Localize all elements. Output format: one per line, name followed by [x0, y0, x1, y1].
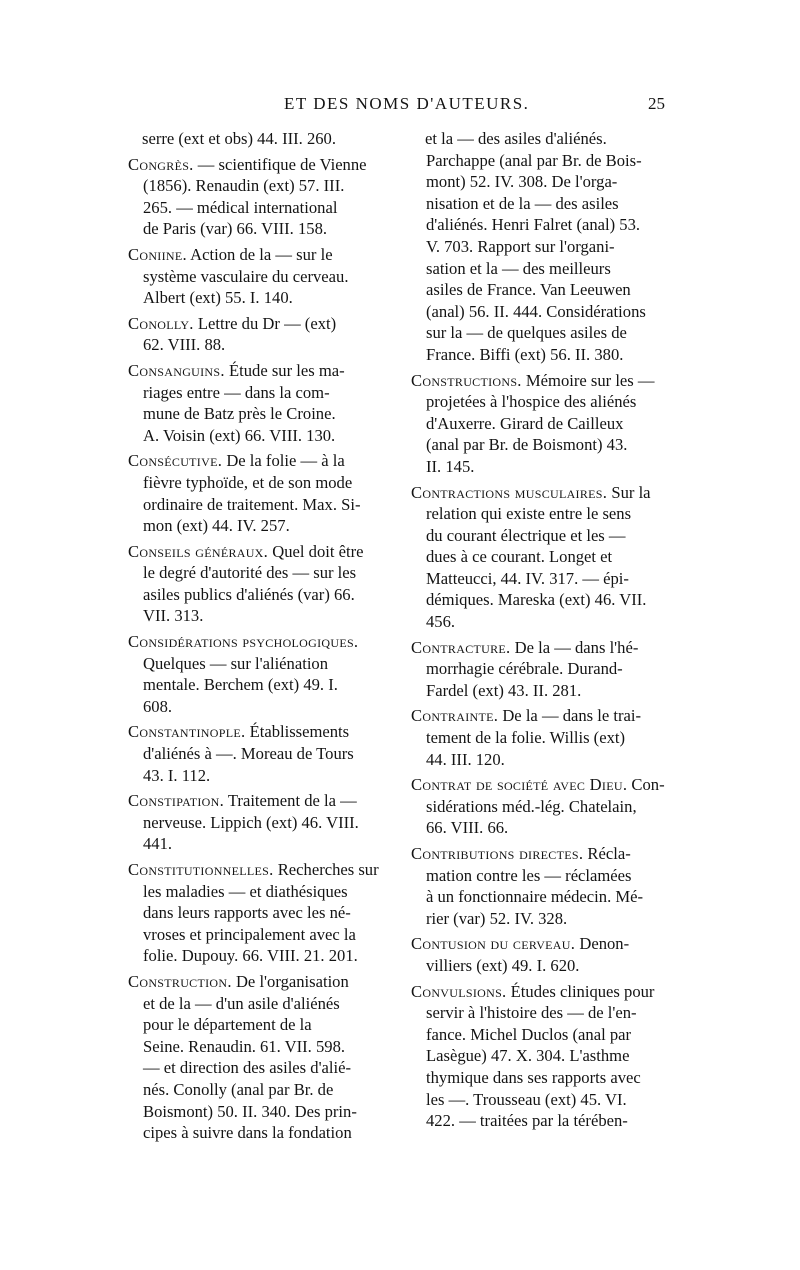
entry-line — [412, 344, 682, 366]
entry-line — [129, 287, 392, 309]
entry-text: mentale. Berchem (ext) 49. I. — [143, 675, 338, 695]
entry-heading: Considérations psychologiques. — [128, 632, 359, 652]
entry-line — [412, 214, 682, 236]
entry-heading: Convulsions. — [411, 981, 507, 1001]
entry-text: De la — dans le trai- — [502, 706, 642, 726]
entry-line — [412, 525, 682, 547]
entry-line — [129, 993, 392, 1015]
entry-line — [412, 279, 682, 301]
entry-text: 456. — [426, 612, 456, 632]
page-number: 25 — [648, 94, 665, 113]
index-entry — [412, 981, 682, 1132]
entry-text: Quelques — sur l'aliénation — [143, 653, 329, 673]
entry-text: — et direction des asiles d'alié- — [143, 1058, 352, 1078]
entry-line — [412, 658, 682, 680]
left-column — [129, 128, 392, 1144]
index-entry — [412, 774, 682, 839]
entry-text: d'aliénés. Henri Falret (anal) 53. — [426, 215, 641, 235]
entry-line — [412, 1110, 682, 1132]
entry-line — [128, 154, 392, 176]
entry-line — [129, 1079, 392, 1101]
entry-text: Albert (ext) 55. I. 140. — [143, 288, 293, 308]
entry-text: Fardel (ext) 43. II. 281. — [426, 680, 582, 700]
index-entry — [129, 859, 392, 967]
entry-line — [129, 334, 392, 356]
entry-heading: Constitutionnelles. — [128, 860, 274, 879]
entry-line — [129, 403, 392, 425]
entry-text: thymique dans ses rapports avec — [426, 1067, 641, 1087]
entry-text: d'Auxerre. Girard de Cailleux — [426, 413, 624, 433]
entry-text: Étude sur les ma- — [228, 360, 345, 380]
entry-line — [412, 258, 682, 280]
entry-text: nés. Conolly (anal par Br. de — [143, 1079, 334, 1099]
entry-line — [412, 589, 682, 611]
entry-line — [412, 611, 682, 633]
entry-line — [412, 1045, 682, 1067]
entry-line — [129, 562, 392, 584]
entry-line — [129, 833, 392, 855]
index-entry — [129, 128, 392, 150]
entry-line — [129, 945, 392, 967]
entry-line — [129, 696, 392, 718]
index-entry — [412, 843, 682, 929]
entry-text: De l'organisation — [235, 971, 349, 991]
entry-text: Traitement de la — — [227, 791, 357, 811]
index-entry — [129, 244, 392, 309]
entry-heading: Constipation. — [128, 791, 225, 811]
entry-text: servir à l'histoire des — de l'en- — [426, 1003, 637, 1023]
index-entry — [129, 313, 392, 356]
entry-line — [412, 236, 682, 258]
entry-line — [411, 637, 682, 659]
entry-line — [412, 456, 682, 478]
entry-text: Lettre du Dr — (ext) — [197, 313, 337, 333]
entry-text: mation contre les — réclamées — [426, 865, 632, 885]
entry-heading: Contributions directes. — [411, 844, 584, 863]
entry-text: nisation et de la — des asiles — [426, 193, 619, 213]
index-entry — [129, 541, 392, 627]
entry-line — [129, 1057, 392, 1079]
entry-line — [129, 765, 392, 787]
entry-line — [129, 494, 392, 516]
entry-text: fièvre typhoïde, et de son mode — [143, 472, 353, 492]
entry-text: de Paris (var) 66. VIII. 158. — [143, 219, 328, 239]
entry-line — [129, 1101, 392, 1123]
entry-line — [128, 790, 392, 812]
entry-text: De la folie — à la — [226, 451, 345, 471]
index-entry — [412, 705, 682, 770]
index-entry — [129, 790, 392, 855]
entry-text: projetées à l'hospice des aliénés — [426, 392, 637, 412]
entry-line — [412, 434, 682, 456]
entry-text: 62. VIII. 88. — [143, 335, 226, 355]
entry-text: asiles publics d'aliénés (var) 66. — [143, 584, 355, 604]
entry-text: nerveuse. Lippich (ext) 46. VIII. — [143, 812, 359, 832]
entry-text: II. 145. — [426, 456, 475, 476]
index-entry — [129, 154, 392, 240]
entry-line — [412, 413, 682, 435]
entry-text: asiles de France. Van Leeuwen — [426, 280, 631, 300]
entry-line — [412, 150, 682, 172]
entry-text: 44. III. 120. — [426, 749, 505, 769]
entry-text: 43. I. 112. — [143, 765, 211, 785]
entry-line — [412, 301, 682, 323]
entry-line — [411, 774, 682, 796]
entry-line — [129, 812, 392, 834]
entry-text: Lasègue) 47. X. 304. L'asthme — [426, 1046, 630, 1066]
entry-line — [411, 128, 682, 150]
entry-line — [129, 605, 392, 627]
entry-line — [129, 924, 392, 946]
entry-text: dans leurs rapports avec les né- — [143, 903, 351, 923]
entry-heading: Conseils généraux. — [128, 541, 269, 561]
entry-text: mon (ext) 44. IV. 257. — [143, 516, 290, 536]
entry-text: système vasculaire du cerveau. — [143, 266, 349, 286]
entry-text: d'aliénés à —. Moreau de Tours — [143, 744, 354, 764]
entry-line — [412, 727, 682, 749]
entry-text: V. 703. Rapport sur l'organi- — [426, 236, 615, 256]
entry-text: cipes à suivre dans la fondation — [143, 1123, 352, 1143]
entry-text: Mémoire sur les — — [525, 370, 655, 390]
entry-text: vroses et principalement avec la — [143, 924, 356, 944]
entry-text: Matteucci, 44. IV. 317. — épi- — [426, 568, 629, 588]
entry-line — [411, 933, 682, 955]
entry-text: sation et la — des meilleurs — [426, 258, 611, 278]
entry-text: Seine. Renaudin. 61. VII. 598. — [143, 1036, 346, 1056]
entry-text: Établissements — [249, 722, 350, 742]
entry-text: Sur la — [611, 482, 651, 502]
entry-text: Récla- — [587, 844, 631, 863]
entry-text: riages entre — dans la com- — [143, 382, 330, 402]
entry-line — [128, 313, 392, 335]
entry-text: démiques. Mareska (ext) 46. VII. — [426, 590, 647, 610]
entry-text: Denon- — [579, 934, 630, 954]
index-entry — [129, 971, 392, 1144]
entry-text: 608. — [143, 696, 173, 716]
entry-line — [412, 1067, 682, 1089]
index-entry — [412, 637, 682, 702]
entry-text: et la — des asiles d'aliénés. — [425, 129, 607, 148]
entry-line — [129, 175, 392, 197]
entry-text: Recherches sur — [277, 860, 379, 879]
entry-line — [411, 981, 682, 1003]
entry-line — [412, 796, 682, 818]
entry-text: relation qui existe entre le sens — [426, 504, 632, 524]
entry-line — [129, 743, 392, 765]
entry-text: à un fonctionnaire médecin. Mé- — [426, 887, 644, 907]
entry-line — [412, 1024, 682, 1046]
entry-line — [129, 425, 392, 447]
entry-line — [412, 817, 682, 839]
entry-text: 422. — traitées par la térében- — [426, 1111, 628, 1131]
index-entry — [129, 360, 392, 446]
entry-line — [128, 971, 392, 993]
index-entry — [129, 631, 392, 717]
entry-heading: Constantinople. — [128, 722, 246, 742]
entry-text: A. Voisin (ext) 66. VIII. 130. — [143, 425, 336, 445]
index-entry — [129, 450, 392, 536]
entry-text: Action de la — sur le — [190, 244, 333, 264]
entry-text: du courant électrique et les — — [426, 525, 626, 545]
entry-line — [412, 1089, 682, 1111]
entry-line — [129, 584, 392, 606]
entry-line — [129, 1122, 392, 1144]
entry-text: pour le département de la — [143, 1015, 312, 1035]
entry-line — [129, 382, 392, 404]
entry-text: folie. Dupouy. 66. VIII. 21. 201. — [143, 946, 358, 966]
entry-heading: Conolly. — [128, 313, 194, 333]
entry-line — [129, 653, 392, 675]
entry-line — [411, 482, 682, 504]
right-column — [412, 128, 682, 1132]
entry-line — [129, 902, 392, 924]
index-entry — [412, 933, 682, 976]
entry-line — [412, 322, 682, 344]
entry-text: fance. Michel Duclos (anal par — [426, 1024, 632, 1044]
entry-text: (anal par Br. de Boismont) 43. — [426, 435, 628, 455]
entry-text: mune de Batz près le Croine. — [143, 404, 336, 424]
entry-line — [128, 859, 392, 881]
entry-text: De la — dans l'hé- — [514, 637, 639, 657]
entry-heading: Contrat de société avec Dieu. — [411, 775, 628, 795]
entry-line — [412, 171, 682, 193]
entry-text: tement de la folie. Willis (ext) — [426, 728, 626, 748]
entry-line — [412, 908, 682, 930]
entry-text: ordinaire de traitement. Max. Si- — [143, 494, 361, 514]
entry-line — [412, 680, 682, 702]
entry-heading: Consanguins. — [128, 360, 225, 380]
entry-heading: Coniine. — [128, 244, 187, 264]
entry-line — [412, 568, 682, 590]
entry-text: Quel doit être — [272, 541, 364, 561]
index-entry — [412, 370, 682, 478]
entry-line — [129, 674, 392, 696]
entry-line — [411, 705, 682, 727]
index-entry — [412, 128, 682, 366]
entry-text: Con- — [631, 775, 665, 795]
running-header — [0, 94, 800, 120]
entry-text: 265. — médical international — [143, 197, 338, 217]
entry-heading: Contrainte. — [411, 706, 499, 726]
entry-line — [411, 370, 682, 392]
entry-text: rier (var) 52. IV. 328. — [426, 908, 568, 928]
entry-text: VII. 313. — [143, 606, 204, 626]
entry-heading: Contusion du cerveau. — [411, 934, 576, 954]
entry-line — [411, 843, 682, 865]
entry-line — [412, 546, 682, 568]
entry-line — [412, 886, 682, 908]
entry-line — [128, 541, 392, 563]
entry-text: (anal) 56. II. 444. Considérations — [426, 301, 646, 321]
entry-text: les maladies — et diathésiques — [143, 881, 348, 901]
entry-line — [129, 881, 392, 903]
entry-line — [129, 1014, 392, 1036]
entry-text: 66. VIII. 66. — [426, 818, 509, 838]
entry-text: le degré d'autorité des — sur les — [143, 563, 357, 583]
entry-heading: Congrès. — [128, 154, 194, 174]
entry-heading: Contractions musculaires. — [411, 482, 608, 502]
entry-text: dues à ce courant. Longet et — [426, 547, 613, 567]
entry-text: Études cliniques pour — [510, 981, 655, 1001]
entry-text: (1856). Renaudin (ext) 57. III. — [143, 176, 345, 196]
entry-text: sidérations méd.-lég. Chatelain, — [426, 796, 637, 816]
entry-text: et de la — d'un asile d'aliénés — [143, 993, 340, 1013]
entry-line — [129, 1036, 392, 1058]
entry-line — [129, 197, 392, 219]
entry-line — [128, 721, 392, 743]
entry-text: — scientifique de Vienne — [197, 154, 367, 174]
entry-text: Boismont) 50. II. 340. Des prin- — [143, 1101, 357, 1121]
entry-line — [128, 360, 392, 382]
entry-text: sur la — de quelques asiles de — [426, 323, 627, 343]
entry-heading: Construction. — [128, 971, 232, 991]
entry-line — [412, 193, 682, 215]
running-title: ET DES NOMS D'AUTEURS. — [284, 94, 530, 113]
entry-line — [129, 218, 392, 240]
entry-text: mont) 52. IV. 308. De l'orga- — [426, 172, 618, 192]
entry-line — [412, 749, 682, 771]
entry-line — [128, 631, 392, 653]
entry-line — [129, 515, 392, 537]
entry-heading: Contracture. — [411, 637, 511, 657]
entry-line — [129, 472, 392, 494]
entry-line — [412, 955, 682, 977]
entry-text: France. Biffi (ext) 56. II. 380. — [426, 344, 624, 364]
index-entry — [129, 721, 392, 786]
entry-text: villiers (ext) 49. I. 620. — [426, 955, 580, 975]
entry-text: les —. Trousseau (ext) 45. VI. — [426, 1089, 627, 1109]
entry-text: Parchappe (anal par Br. de Bois- — [426, 150, 642, 170]
entry-line — [128, 244, 392, 266]
entry-heading: Constructions. — [411, 370, 522, 390]
entry-line — [412, 865, 682, 887]
entry-line — [412, 503, 682, 525]
index-entry — [412, 482, 682, 633]
entry-line — [128, 450, 392, 472]
entry-line — [412, 1002, 682, 1024]
entry-heading: Consécutive. — [128, 451, 223, 471]
entry-line — [412, 391, 682, 413]
entry-line — [128, 128, 392, 150]
entry-text: morrhagie cérébrale. Durand- — [426, 659, 623, 679]
entry-line — [129, 266, 392, 288]
entry-text: serre (ext et obs) 44. III. 260. — [142, 129, 336, 148]
entry-text: 441. — [143, 834, 173, 854]
